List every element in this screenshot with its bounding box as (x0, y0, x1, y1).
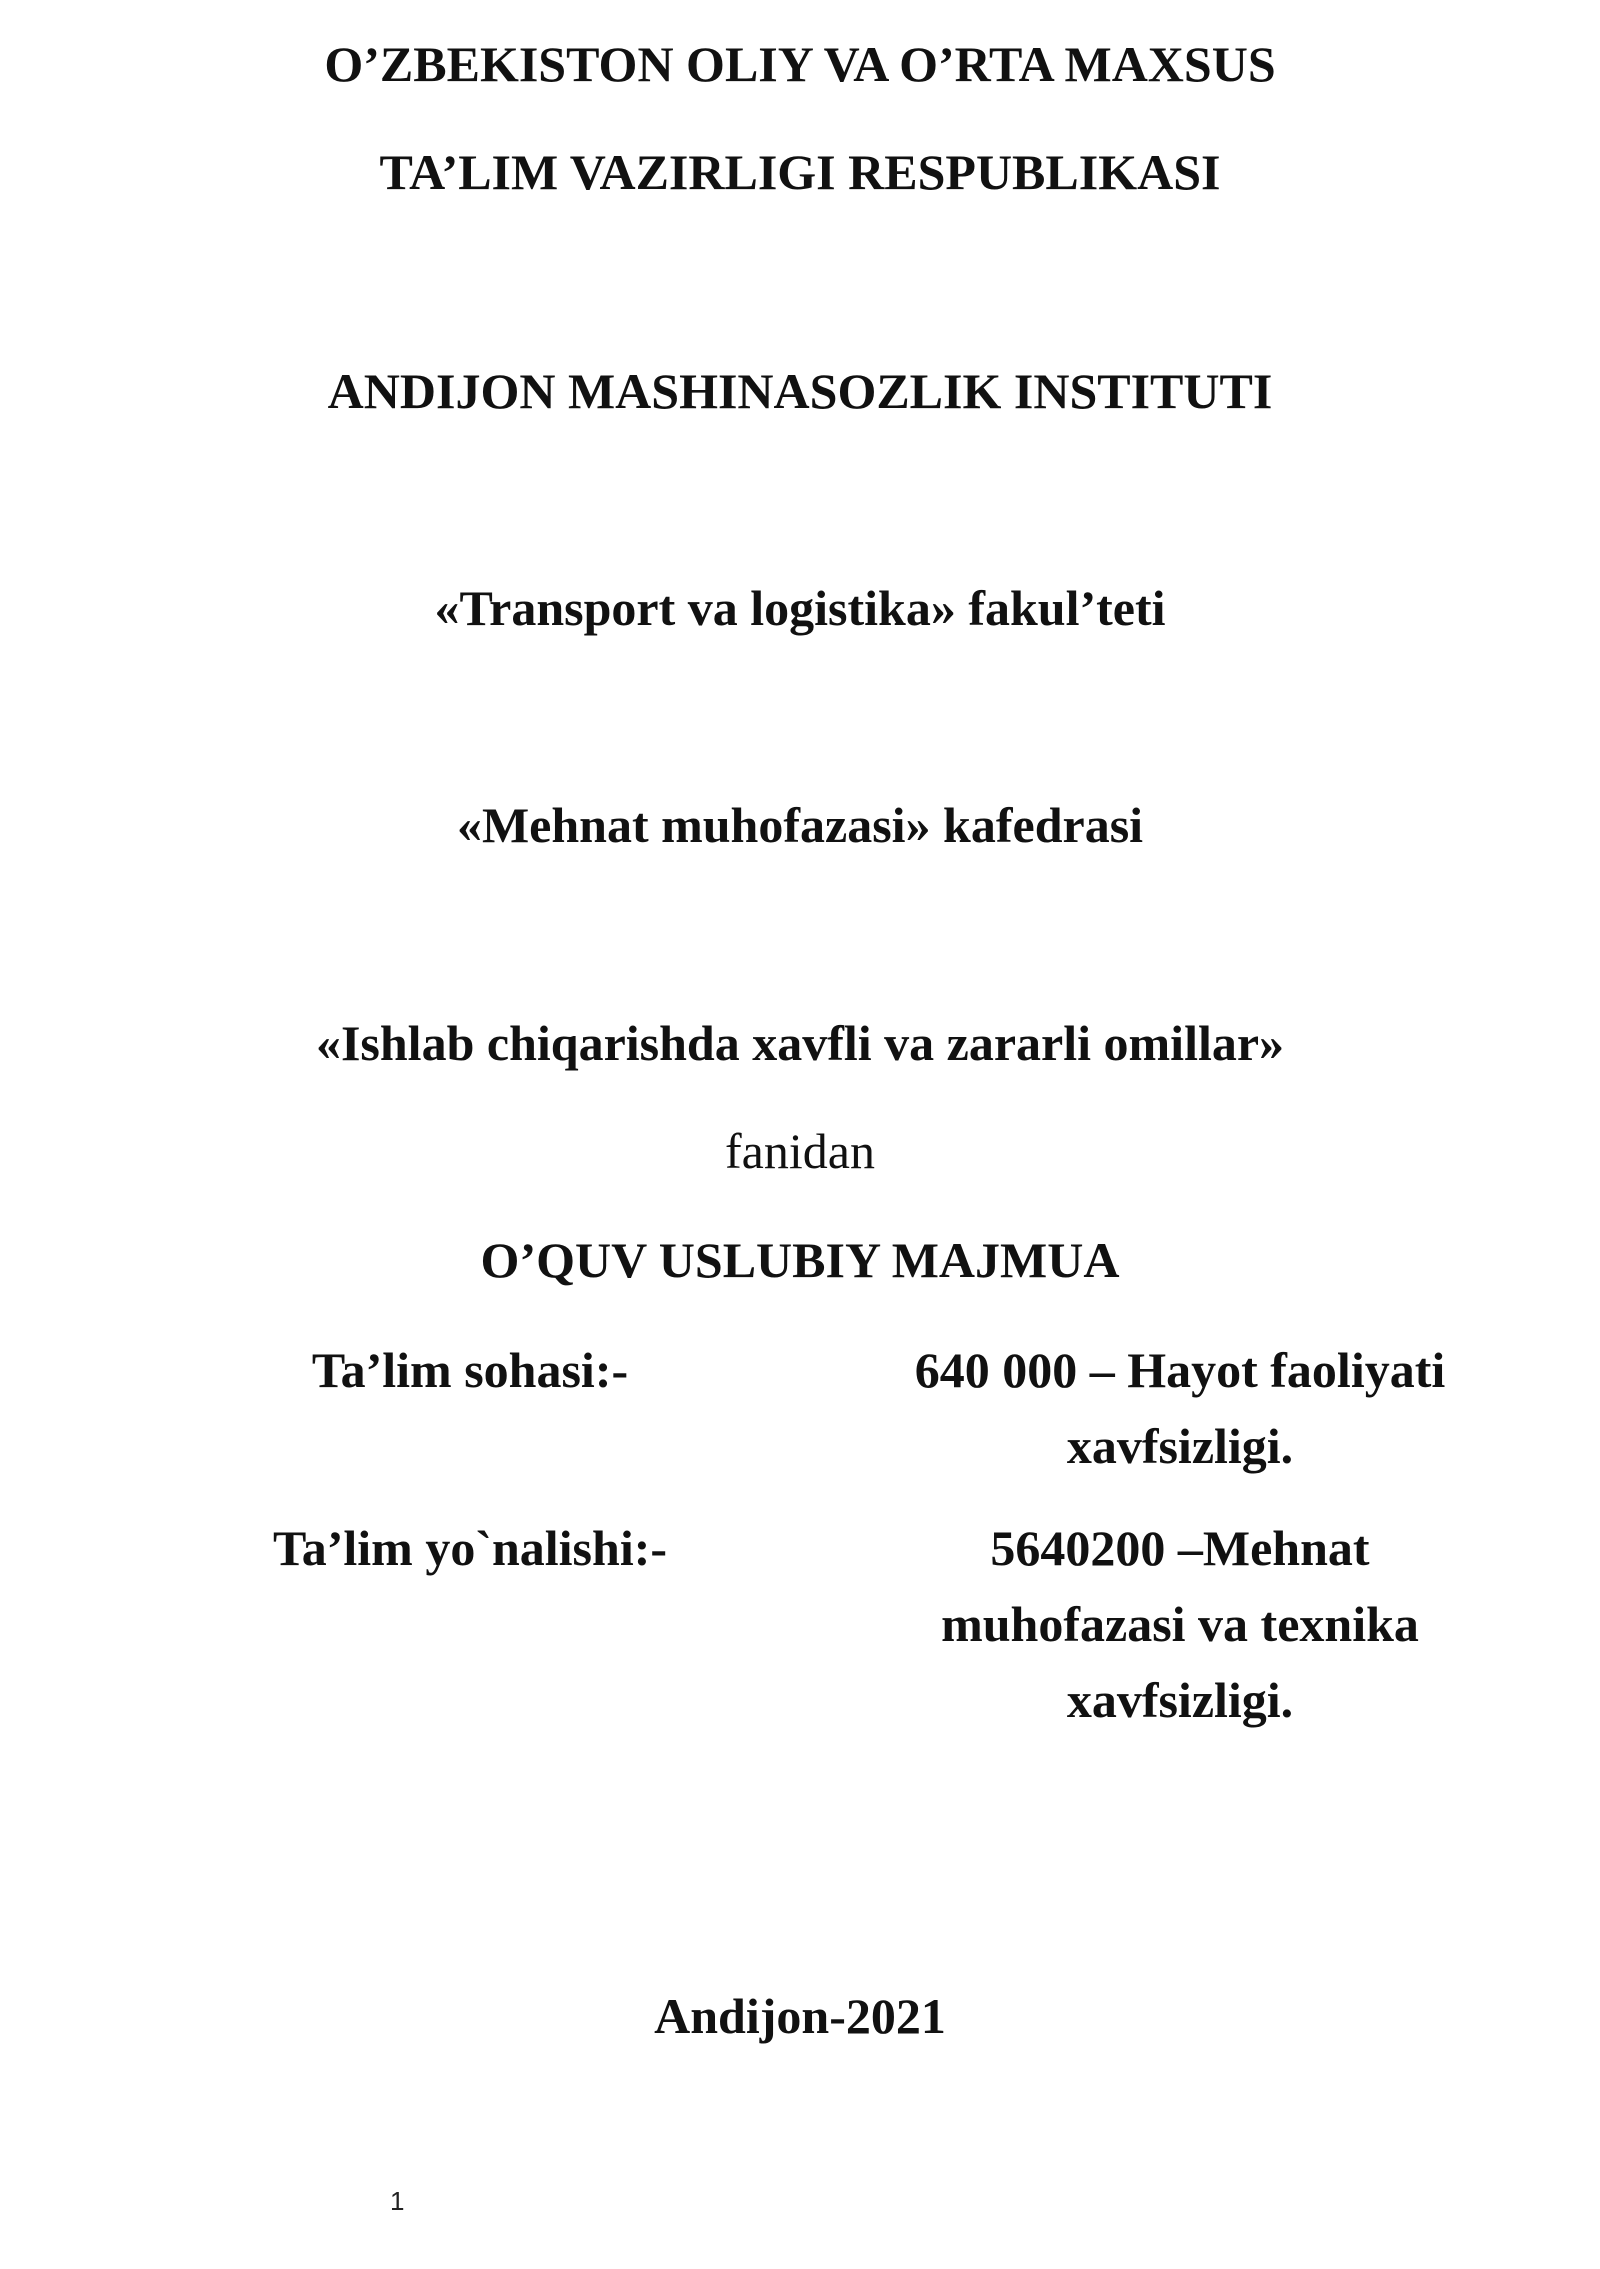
document-type: O’QUV USLUBIY MAJMUA (480, 1232, 1120, 1288)
field-value: 5640200 –Mehnat muhofazasi va texnika xavfsizligi. (941, 1520, 1419, 1728)
ministry-line-1: O’ZBEKISTON OLIY VA O’RTA MAXSUS (324, 36, 1276, 92)
subject-suffix: fanidan (725, 1123, 875, 1179)
subject-title: «Ishlab chiqarishda xavfli va zararli omillar» (315, 1015, 1285, 1071)
page-number: 1 (390, 2186, 405, 2216)
department-name: «Mehnat muhofazasi» kafedrasi (456, 797, 1144, 853)
ministry-line-2: TA’LIM VAZIRLIGI RESPUBLIKASI (379, 144, 1221, 200)
place-year: Andijon-2021 (654, 1988, 946, 2044)
field-label: Ta’lim yo`nalishi:- (272, 1520, 668, 1576)
field-label: Ta’lim sohasi:- (311, 1342, 629, 1398)
institute-name: ANDIJON MASHINASOZLIK INSTITUTI (327, 363, 1273, 419)
faculty-name: «Transport va logistika» fakul’teti (434, 580, 1166, 636)
field-value: 640 000 – Hayot faoliyati xavfsizligi. (914, 1342, 1446, 1474)
